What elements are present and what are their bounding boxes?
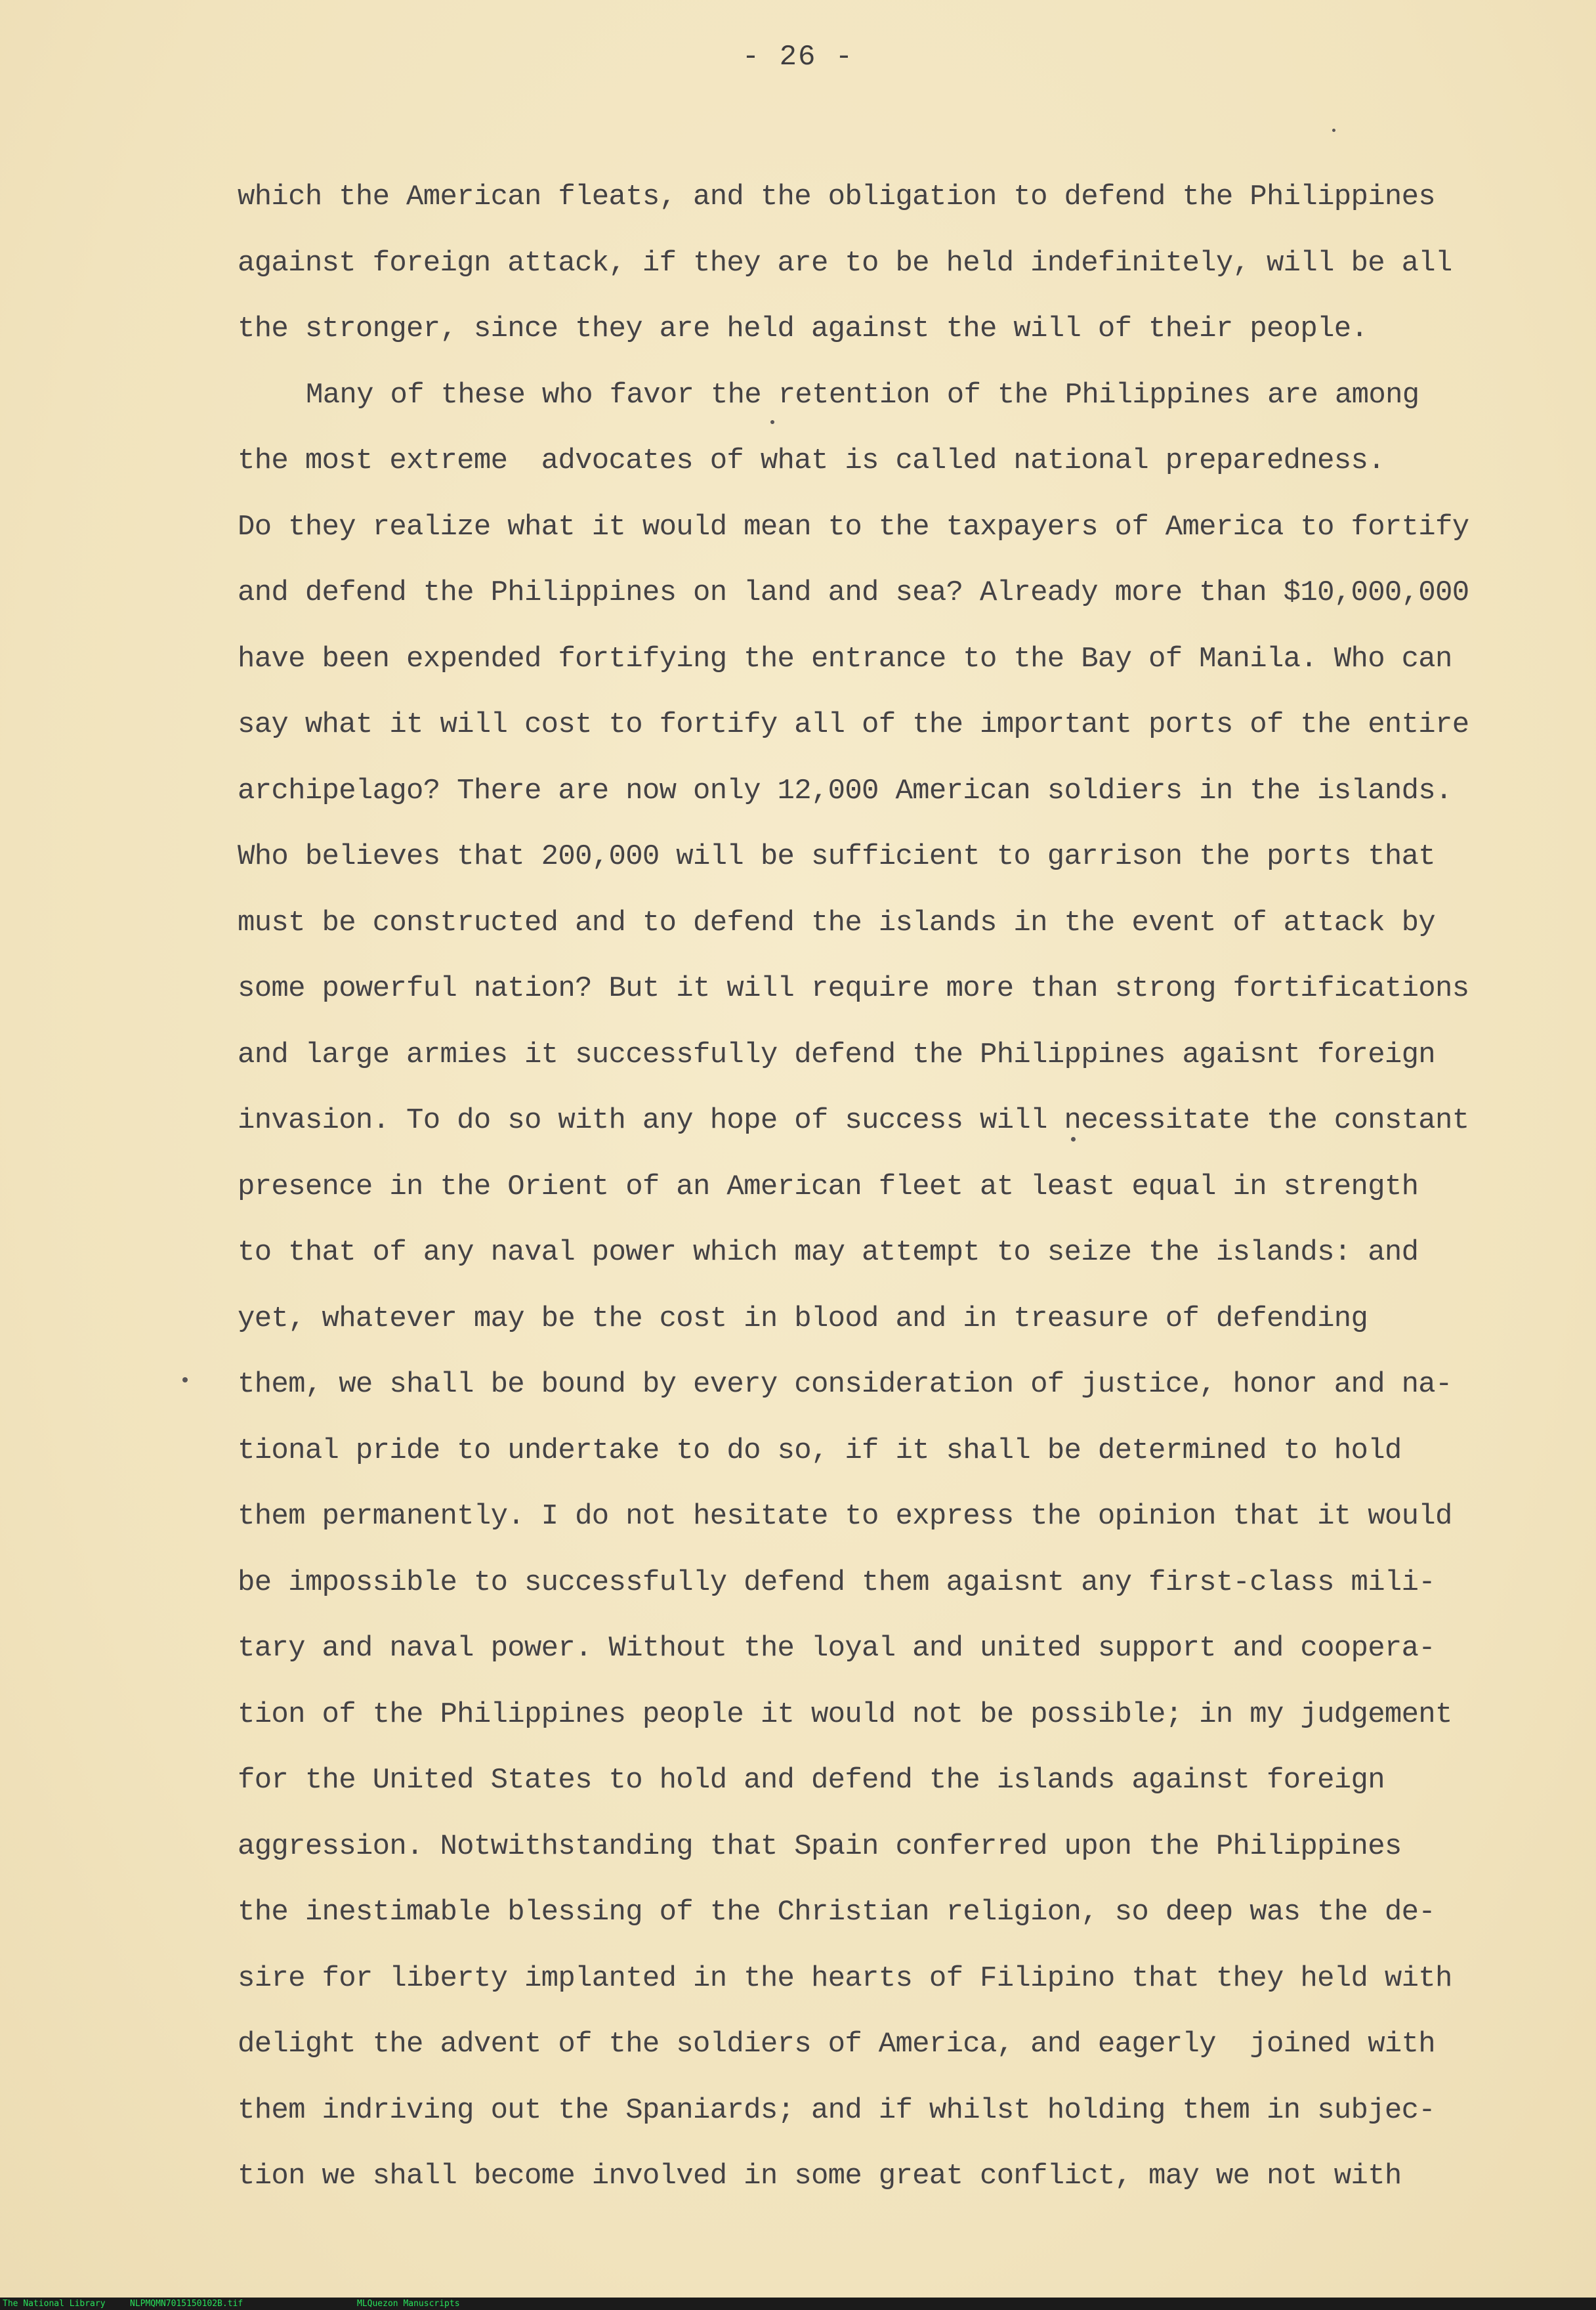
text-line: against foreign attack, if they are to be held indefinitely, will be all <box>238 246 1452 280</box>
text-line: the most extreme advocates of what is called national preparedness. <box>238 444 1385 477</box>
footer-file: NLPMQMN7015150102B.tif <box>130 2299 243 2309</box>
text-line: and defend the Philippines on land and sea? Already more than $10,000,000 <box>238 576 1469 609</box>
text-line: Who believes that 200,000 will be sufficient to garrison the ports that <box>238 840 1436 873</box>
text-line: for the United States to hold and defend the islands against foreign <box>238 1764 1385 1797</box>
text-line: tary and naval power. Without the loyal and united support and coopera- <box>238 1632 1436 1665</box>
text-line: invasion. To do so with any hope of success will necessitate the constant <box>238 1104 1469 1137</box>
text-line: Many of these who favor the retention of the Philippines are among <box>306 378 1419 412</box>
body-text <box>238 164 1544 2210</box>
ink-speck <box>1071 1137 1076 1142</box>
text-line: the stronger, since they are held against the will of their people. <box>238 312 1368 345</box>
text-line: to that of any naval power which may attempt to seize the islands: and <box>238 1236 1419 1269</box>
text-line: must be constructed and to defend the islands in the event of attack by <box>238 906 1436 939</box>
text-line: aggression. Notwithstanding that Spain conferred upon the Philippines <box>238 1829 1402 1863</box>
text-line: archipelago? There are now only 12,000 American soldiers in the islands. <box>238 774 1452 807</box>
text-line: Do they realize what it would mean to the taxpayers of America to fortify <box>238 510 1469 544</box>
text-line: them, we shall be bound by every consideration of justice, honor and na- <box>238 1368 1452 1401</box>
ink-speck <box>1332 129 1335 132</box>
text-line: the inestimable blessing of the Christian religion, so deep was the de- <box>238 1896 1436 1929</box>
footer-library: The National Library <box>3 2299 106 2309</box>
text-line: tional pride to undertake to do so, if it shall be determined to hold <box>238 1434 1402 1467</box>
text-line: some powerful nation? But it will require more than strong fortifications <box>238 972 1469 1005</box>
ink-speck <box>182 1377 188 1382</box>
footer-collection: MLQuezon Manuscripts <box>357 2299 460 2309</box>
text-line: have been expended fortifying the entrance to the Bay of Manila. Who can <box>238 642 1452 675</box>
text-line: tion of the Philippines people it would not be possible; in my judgement <box>238 1698 1452 1731</box>
text-line: presence in the Orient of an American fleet at least equal in strength <box>238 1170 1419 1203</box>
text-line: delight the advent of the soldiers of America, and eagerly joined with <box>238 2028 1436 2061</box>
text-line: them permanently. I do not hesitate to express the opinion that it would <box>238 1500 1452 1533</box>
footer-bar <box>0 2298 1596 2310</box>
text-line: say what it will cost to fortify all of the important ports of the entire <box>238 708 1469 741</box>
page-number: - 26 - <box>742 41 854 74</box>
text-line: and large armies it successfully defend the Philippines agaisnt foreign <box>238 1038 1436 1071</box>
text-line: yet, whatever may be the cost in blood and in treasure of defending <box>238 1302 1368 1335</box>
text-line: tion we shall become involved in some great conflict, may we not with <box>238 2160 1402 2192</box>
text-line: which the American fleats, and the obligation to defend the Philippines <box>238 181 1436 213</box>
text-line: be impossible to successfully defend them agaisnt any first-class mili- <box>238 1566 1436 1599</box>
ink-speck <box>770 420 774 424</box>
text-line: sire for liberty implanted in the hearts of Filipino that they held with <box>238 1961 1452 1995</box>
text-line: them indriving out the Spaniards; and if whilst holding them in subjec- <box>238 2093 1436 2127</box>
